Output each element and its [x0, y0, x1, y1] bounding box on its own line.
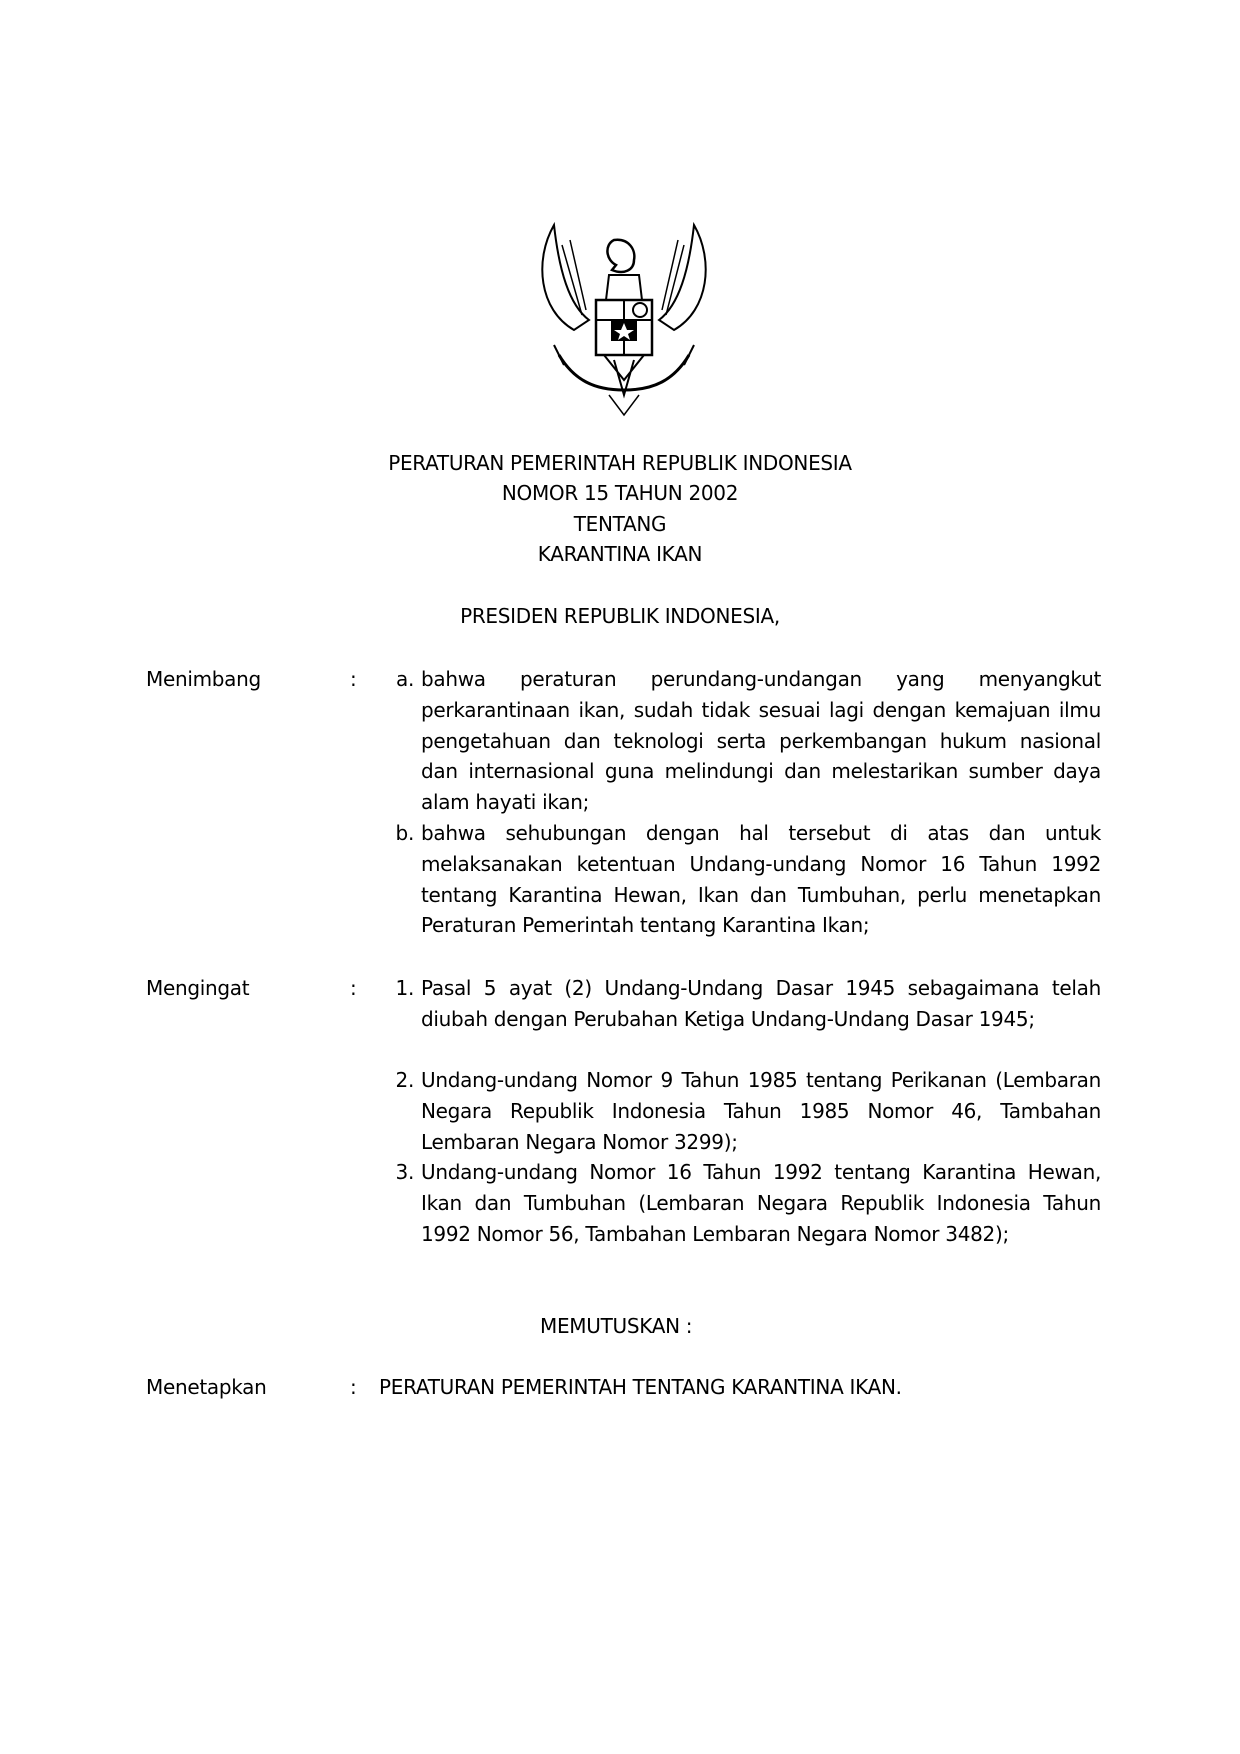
mengingat-item-2-num: 2. — [395, 1068, 414, 1092]
header-line-3: TENTANG — [573, 512, 667, 536]
header-line-1: PERATURAN PEMERINTAH REPUBLIK INDONESIA — [388, 451, 852, 475]
mengingat-item-1-num: 1. — [395, 976, 414, 1000]
mengingat-item-2-text: Undang-undang Nomor 9 Tahun 1985 tentang Perikanan (Lembaran Negara Republik Indonesia Tahun 1985 Nomor 46, Tambahan Lembaran Negara Nomor 3299); — [421, 1068, 1101, 1154]
menetapkan-label: Menetapkan — [146, 1375, 267, 1399]
menimbang-item-b-num: b. — [395, 821, 414, 845]
menimbang-label: Menimbang — [146, 667, 261, 691]
memutuskan-heading: MEMUTUSKAN : — [540, 1314, 693, 1338]
mengingat-item-1-text: Pasal 5 ayat (2) Undang-Undang Dasar 1945 sebagaimana telah diubah dengan Perubahan Ketiga Undang-Undang Dasar 1945; — [421, 976, 1101, 1031]
president-heading: PRESIDEN REPUBLIK INDONESIA, — [460, 604, 780, 628]
header-line-2: NOMOR 15 TAHUN 2002 — [501, 481, 739, 505]
menetapkan-text: PERATURAN PEMERINTAH TENTANG KARANTINA IKAN. — [379, 1375, 902, 1399]
header-line-4: KARANTINA IKAN — [537, 542, 703, 566]
mengingat-colon: : — [350, 976, 357, 1000]
menimbang-colon: : — [350, 667, 357, 691]
menimbang-item-b-text: bahwa sehubungan dengan hal tersebut di atas dan untuk melaksanakan ketentuan Undang-undang Nomor 16 Tahun 1992 tentang Karantina Hewan, Ikan dan Tumbuhan, perlu menetapkan Peraturan Pemerintah tentang Karantina Ikan; — [421, 821, 1101, 938]
mengingat-item-3-text: Undang-undang Nomor 16 Tahun 1992 tentang Karantina Hewan, Ikan dan Tumbuhan (Lembaran Negara Republik Indonesia Tahun 1992 Nomor 56, Tambahan Lembaran Negara Nomor 3482); — [421, 1160, 1101, 1246]
mengingat-item-3-num: 3. — [395, 1160, 414, 1184]
mengingat-label: Mengingat — [146, 976, 250, 1000]
menetapkan-colon: : — [350, 1375, 357, 1399]
menimbang-item-a-text: bahwa peraturan perundang-undangan yang menyangkut perkarantinaan ikan, sudah tidak sesuai lagi dengan kemajuan ilmu pengetahuan dan teknologi serta perkembangan hukum nasional dan internasional guna melindungi dan melestarikan sumber daya alam hayati ikan; — [421, 667, 1101, 815]
menimbang-item-a-num: a. — [395, 667, 414, 691]
garuda-emblem-icon — [534, 220, 714, 420]
